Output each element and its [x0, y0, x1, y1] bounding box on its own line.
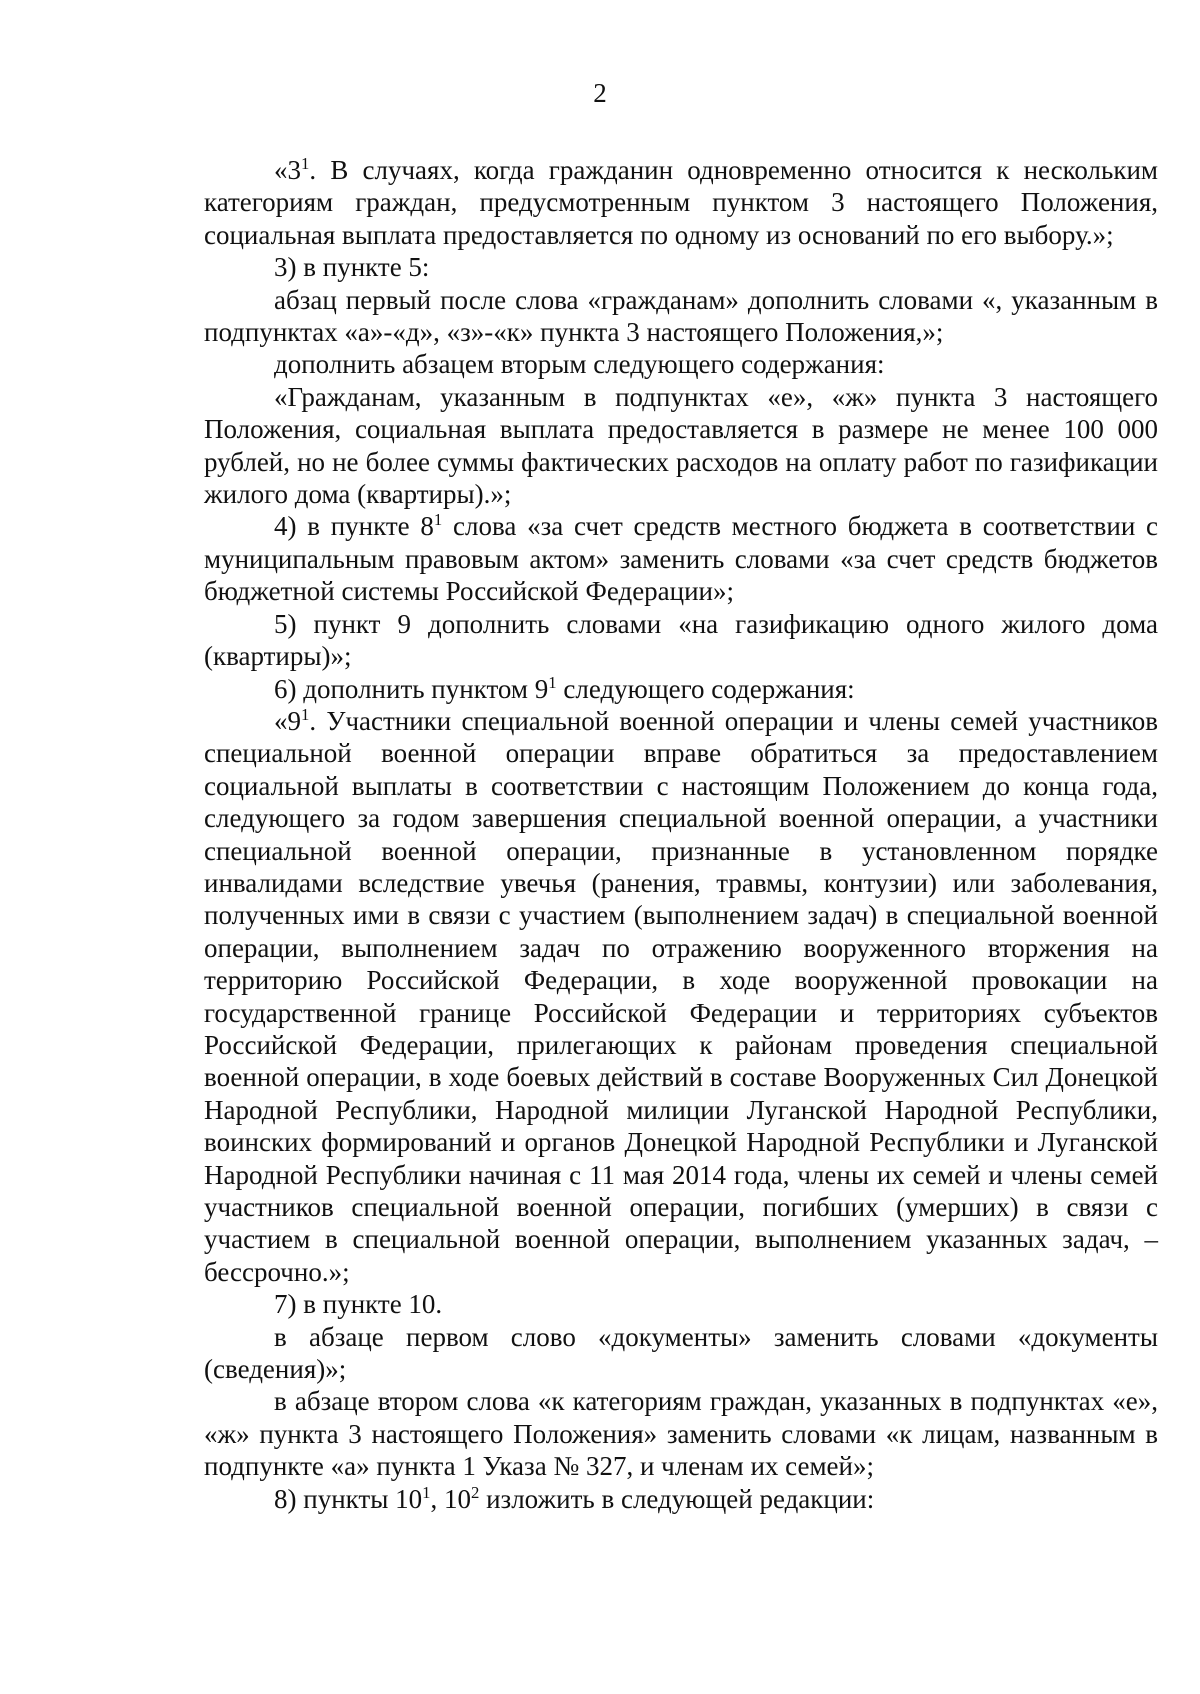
- paragraph: [204, 510, 1158, 607]
- paragraph-text: 7) в пункте 10.: [274, 1289, 443, 1320]
- paragraph-text: . В случаях, когда гражданин одновременно относится к нескольким категориям граждан, предусмотренным пунктом 3 настоящего Положения, социальная выплата предоставляется по одному из оснований по его выбору.»;: [204, 155, 1158, 250]
- paragraph-text: «Гражданам, указанным в подпунктах «е», «ж» пункта 3 настоящего Положения, социальная выплата предоставляется в размере не менее 100 000 рублей, но не более суммы фактических расходов на оплату работ по газификации жилого дома (квартиры).»;: [204, 381, 1158, 510]
- paragraph-text: абзац первый после слова «гражданам» дополнить словами «, указанным в подпунктах «а»-«д», «з»-«к» пункта 3 настоящего Положения,»;: [204, 284, 1158, 348]
- paragraph-text: изложить в следующей редакции:: [479, 1483, 875, 1514]
- paragraph: [204, 381, 1158, 511]
- paragraph-text: «3: [274, 155, 301, 185]
- paragraph-text: . Участники специальной военной операции и члены семей участников специальной военной операции вправе обратиться за предоставлением социальной выплаты в соответствии с настоящим Положением до конца года, следующего за годом завершения специальной военной операции, а участники специальной военной операции, признанные в установленном порядке инвалидами вследствие увечья (ранения, травмы, контузии) или заболевания, полученных ими в связи с участием (выполнением задач) в специальной военной операции, выполнением задач по отражению вооруженного вторжения на территорию Российской Федерации, в ходе вооруженной провокации на государственной границе Российской Федерации и территориях субъектов Российской Федерации, прилегающих к районам проведения специальной военной операции, в ходе боевых действий в составе Вооруженных Сил Донецкой Народной Республики, Народной милиции Луганской Народной Республики, воинских формирований и органов Донецкой Народной Республики и Луганской Народной Республики начиная с 11 мая 2014 года, члены их семей и члены семей участников специальной военной операции, погибших (умерших) в связи с участием в специальной военной операции, выполнением указанных задач, – бессрочно.»;: [204, 705, 1158, 1287]
- paragraph: [204, 1288, 1158, 1320]
- paragraph-text: в абзаце втором слова «к категориям граждан, указанных в подпунктах «е», «ж» пункта 3 настоящего Положения» заменить словами «к лицам, названным в подпункте «а» пункта 1 Указа № 327, и членам их семей»;: [204, 1386, 1158, 1482]
- paragraph-text: 6) дополнить пунктом 9: [274, 673, 549, 704]
- paragraph: [204, 1321, 1158, 1386]
- paragraph-text: 5) пункт 9 дополнить словами «на газификацию одного жилого дома (квартиры)»;: [204, 608, 1158, 672]
- superscript-index: 1: [301, 154, 310, 173]
- paragraph-text: в абзаце первом слово «документы» заменить словами «документы (сведения)»;: [204, 1321, 1158, 1385]
- paragraph: [204, 705, 1158, 1288]
- paragraph: [204, 348, 1158, 380]
- paragraph-text: 3) в пункте 5:: [274, 252, 430, 283]
- paragraph-text: 4) в пункте 8: [274, 511, 434, 542]
- paragraph: [204, 284, 1158, 349]
- paragraph: [204, 673, 1158, 705]
- paragraph-text: следующего содержания:: [556, 673, 855, 704]
- page-number: 2: [593, 78, 607, 108]
- paragraph: [204, 154, 1158, 251]
- superscript-index: 1: [548, 672, 557, 692]
- document-body: [204, 154, 1158, 1515]
- paragraph: [204, 608, 1158, 673]
- superscript-index: 1: [301, 704, 310, 724]
- superscript-index: 2: [470, 1482, 480, 1502]
- paragraph-text: 8) пункты 10: [274, 1483, 423, 1514]
- paragraph: [204, 1385, 1158, 1482]
- paragraph-text: дополнить абзацем вторым следующего содержания:: [274, 349, 885, 380]
- paragraph-text: слова «за счет средств местного бюджета в соответствии с муниципальным правовым актом» заменить словами «за счет средств бюджетов бюджетной системы Российской Федерации»;: [204, 511, 1158, 607]
- superscript-index: 1: [433, 510, 443, 530]
- paragraph-text: , 10: [430, 1483, 471, 1514]
- superscript-index: 1: [422, 1482, 431, 1502]
- paragraph: [204, 251, 1158, 283]
- paragraph: [204, 1483, 1158, 1515]
- paragraph-text: «9: [274, 705, 301, 736]
